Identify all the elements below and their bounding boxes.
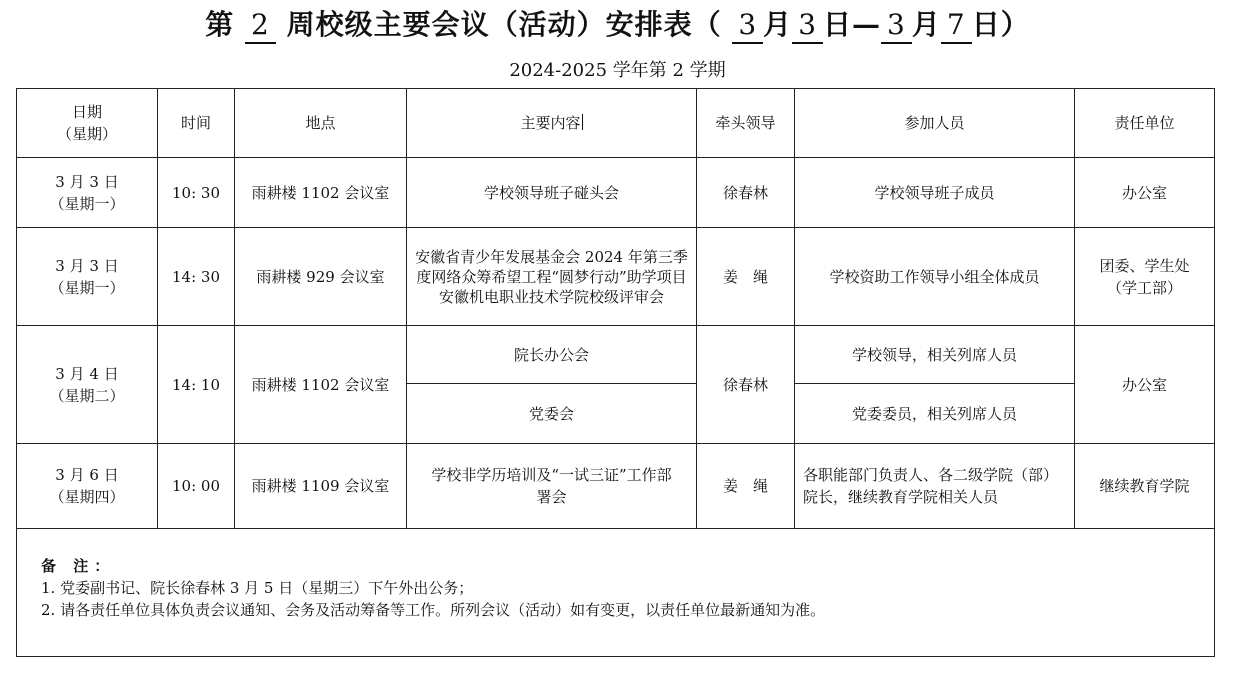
participants-cell: 党委委员，相关列席人员 bbox=[795, 384, 1075, 444]
header-time: 时间 bbox=[158, 89, 235, 158]
table-row bbox=[17, 326, 1215, 384]
end-month: 3 bbox=[881, 8, 912, 44]
header-participants: 参加人员 bbox=[795, 89, 1075, 158]
time-cell: 14: 30 bbox=[158, 228, 235, 326]
header-leader: 牵头领导 bbox=[697, 89, 795, 158]
text-cursor bbox=[582, 114, 583, 130]
start-day: 3 bbox=[792, 8, 823, 44]
unit-cell: 团委、学生处（学工部） bbox=[1075, 228, 1215, 326]
date-cell: 3 月 3 日 （星期一） bbox=[17, 158, 158, 228]
content-cell: 学校非学历培训及“一试三证”工作部署会 bbox=[407, 444, 697, 529]
notes-row bbox=[17, 529, 1215, 657]
unit-cell: 办公室 bbox=[1075, 326, 1215, 444]
content-cell: 院长办公会 bbox=[407, 326, 697, 384]
leader-cell: 姜 绳 bbox=[697, 228, 795, 326]
date-cell: 3 月 4 日 （星期二） bbox=[17, 326, 158, 444]
leader-cell: 徐春林 bbox=[697, 158, 795, 228]
end-day: 7 bbox=[941, 8, 972, 44]
participants-cell: 学校领导，相关列席人员 bbox=[795, 326, 1075, 384]
leader-cell: 姜 绳 bbox=[697, 444, 795, 529]
date-cell: 3 月 3 日 （星期一） bbox=[17, 228, 158, 326]
content-cell: 安徽省青少年发展基金会 2024 年第三季度网络众筹希望工程“圆梦行动”助学项目安徽机电职业技术学院校级评审会 bbox=[407, 228, 697, 326]
notes-title: 备 注： bbox=[41, 557, 116, 575]
header-content: 主要内容 bbox=[407, 89, 697, 158]
table-row bbox=[17, 158, 1215, 228]
time-cell: 14: 10 bbox=[158, 326, 235, 444]
leader-cell: 徐春林 bbox=[697, 326, 795, 444]
semester-subtitle: 2024-2025 学年第 2 学期 bbox=[509, 60, 726, 81]
week-number: 2 bbox=[245, 8, 276, 44]
table-row bbox=[17, 444, 1215, 529]
unit-cell: 办公室 bbox=[1075, 158, 1215, 228]
content-cell: 党委会 bbox=[407, 384, 697, 444]
participants-cell: 学校资助工作领导小组全体成员 bbox=[795, 228, 1075, 326]
start-month: 3 bbox=[732, 8, 763, 44]
header-place: 地点 bbox=[235, 89, 407, 158]
header-row bbox=[17, 89, 1215, 158]
participants-cell: 学校领导班子成员 bbox=[795, 158, 1075, 228]
participants-cell: 各职能部门负责人、各二级学院（部）院长，继续教育学院相关人员 bbox=[795, 444, 1075, 529]
time-cell: 10: 30 bbox=[158, 158, 235, 228]
unit-cell: 继续教育学院 bbox=[1075, 444, 1215, 529]
notes-cell bbox=[17, 529, 1215, 657]
table-row bbox=[17, 228, 1215, 326]
content-cell: 学校领导班子碰头会 bbox=[407, 158, 697, 228]
header-date: 日期 （星期） bbox=[17, 89, 158, 158]
note-item: 2. 请各责任单位具体负责会议通知、会务及活动筹备等工作。所列会议（活动）如有变更，以责任单位最新通知为准。 bbox=[41, 601, 826, 619]
page-title: 第 2 周校级主要会议（活动）安排表（ 3 月 3 日— 3 月 7 日） bbox=[0, 4, 1235, 46]
time-cell: 10: 00 bbox=[158, 444, 235, 529]
date-cell: 3 月 6 日 （星期四） bbox=[17, 444, 158, 529]
header-unit: 责任单位 bbox=[1075, 89, 1215, 158]
place-cell: 雨耕楼 1109 会议室 bbox=[235, 444, 407, 529]
place-cell: 雨耕楼 929 会议室 bbox=[235, 228, 407, 326]
schedule-table bbox=[16, 88, 1215, 657]
place-cell: 雨耕楼 1102 会议室 bbox=[235, 326, 407, 444]
place-cell: 雨耕楼 1102 会议室 bbox=[235, 158, 407, 228]
note-item: 1. 党委副书记、院长徐春林 3 月 5 日（星期三）下午外出公务； bbox=[41, 579, 474, 597]
